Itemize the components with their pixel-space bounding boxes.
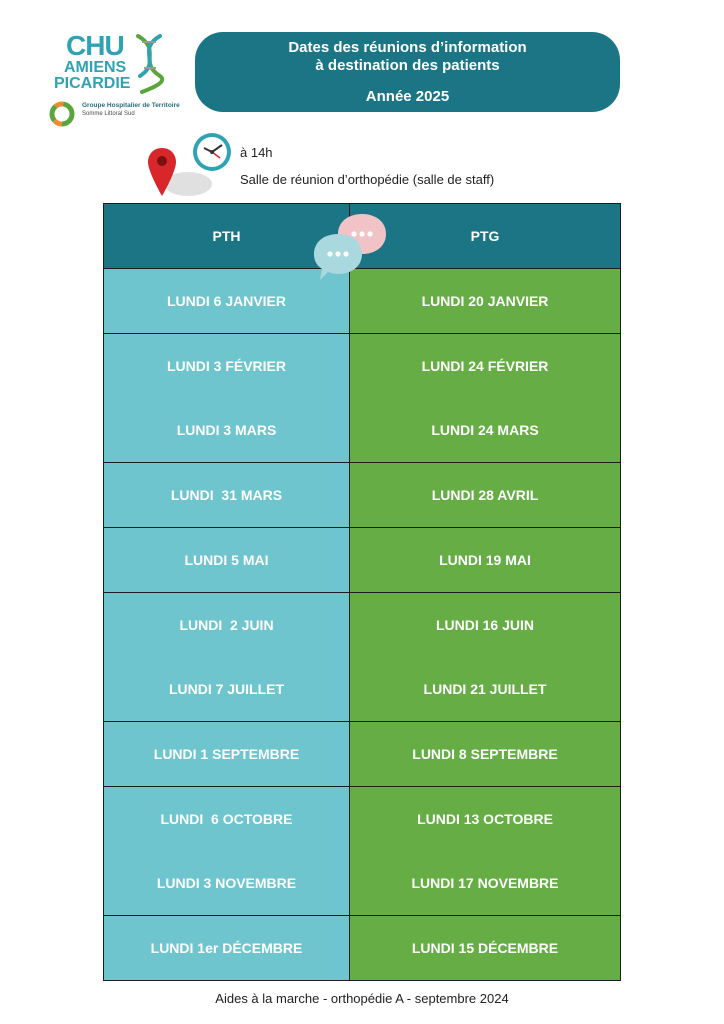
- table-cell-ptg: LUNDI 24 MARS: [350, 398, 620, 463]
- title-line-1: Dates des réunions d’information: [288, 39, 527, 56]
- meeting-room: Salle de réunion d’orthopédie (salle de staff): [240, 172, 495, 187]
- schedule-table: [103, 203, 621, 981]
- table-cell-ptg: LUNDI 13 OCTOBRE: [350, 787, 620, 852]
- ght-ring-icon: [48, 100, 76, 128]
- table-cell-pth: LUNDI 5 MAI: [104, 528, 350, 593]
- table-cell-ptg: LUNDI 24 FÉVRIER: [350, 334, 620, 399]
- chu-logo: [46, 30, 180, 130]
- table-cell-pth: LUNDI 6 JANVIER: [104, 269, 350, 334]
- table-cell-ptg: LUNDI 19 MAI: [350, 528, 620, 593]
- table-cell-pth: LUNDI 3 FÉVRIER: [104, 334, 350, 399]
- column-header-ptg: PTG: [350, 204, 620, 269]
- footer-note: Aides à la marche - orthopédie A - septembre 2024: [215, 991, 509, 1006]
- table-cell-pth: LUNDI 3 MARS: [104, 398, 350, 463]
- logo-group-sub: Somme Littoral Sud: [82, 111, 135, 117]
- table-cell-ptg: LUNDI 15 DÉCEMBRE: [350, 916, 620, 980]
- logo-brand: CHU: [66, 30, 124, 61]
- title-banner: [195, 32, 620, 112]
- title-year: Année 2025: [365, 88, 450, 105]
- table-cell-pth: LUNDI 31 MARS: [104, 463, 350, 528]
- logo-city: AMIENS: [64, 59, 127, 76]
- table-cell-ptg: LUNDI 17 NOVEMBRE: [350, 851, 620, 916]
- table-cell-ptg: LUNDI 20 JANVIER: [350, 269, 620, 334]
- dna-icon: [132, 32, 168, 94]
- clock-icon: [190, 130, 234, 174]
- chat-bubbles-icon: [310, 212, 390, 284]
- table-cell-ptg: LUNDI 28 AVRIL: [350, 463, 620, 528]
- table-cell-pth: LUNDI 6 OCTOBRE: [104, 787, 350, 852]
- column-header-pth: PTH: [104, 204, 350, 269]
- logo-region: PICARDIE: [54, 75, 131, 92]
- table-cell-ptg: LUNDI 16 JUIN: [350, 593, 620, 658]
- logo-group: Groupe Hospitalier de Territoire: [82, 102, 180, 109]
- table-cell-pth: LUNDI 7 JUILLET: [104, 657, 350, 722]
- table-cell-pth: LUNDI 3 NOVEMBRE: [104, 851, 350, 916]
- title-line-2: à destination des patients: [315, 57, 500, 74]
- table-cell-pth: LUNDI 1 SEPTEMBRE: [104, 722, 350, 787]
- table-cell-pth: LUNDI 2 JUIN: [104, 593, 350, 658]
- meeting-time: à 14h: [240, 145, 273, 160]
- table-cell-pth: LUNDI 1er DÉCEMBRE: [104, 916, 350, 980]
- table-cell-ptg: LUNDI 8 SEPTEMBRE: [350, 722, 620, 787]
- table-cell-ptg: LUNDI 21 JUILLET: [350, 657, 620, 722]
